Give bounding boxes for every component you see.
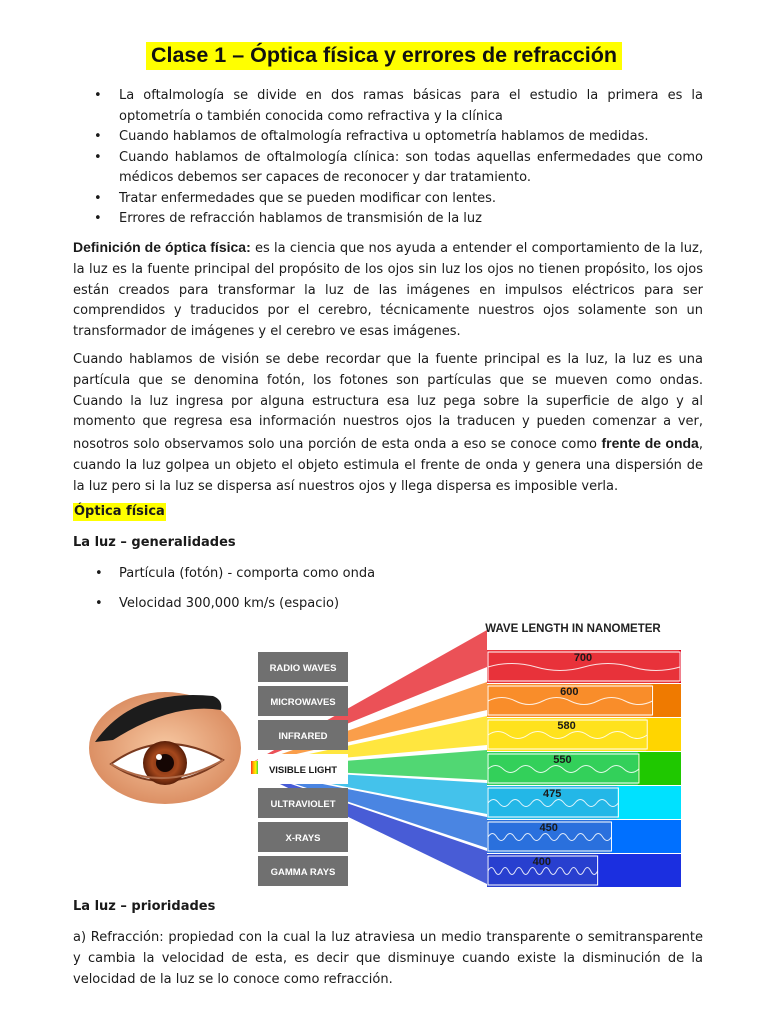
band-edge — [617, 786, 681, 819]
list-item: • Errores de refracción hablamos de transmisión de la luz — [73, 209, 703, 230]
spectrum-figure — [73, 618, 685, 890]
generalidades-heading: La luz – generalidades — [73, 535, 236, 550]
band-edge — [597, 854, 681, 887]
band-value-label: 450 — [539, 822, 558, 834]
band-edge — [610, 820, 681, 853]
spectrum-label: RADIO WAVES — [269, 663, 337, 674]
spectrum-label: GAMMA RAYS — [270, 867, 336, 878]
spectrum-illustration — [73, 618, 685, 890]
list-item: • La oftalmología se divide en dos ramas básicas para el estudio la primera es la optometría o también conocida como refractiva y la clínica — [73, 86, 703, 127]
band-value-label: 400 — [532, 856, 551, 868]
definition-text: es la ciencia que nos ayuda a entender el comportamiento de la luz, la luz es la fuente principal del propósito de los ojos sin luz los ojos no tienen propósito, los ojos están creados para transformar la luz de las imágenes en impulsos eléctricos para ser comprendidos y traducidos por el cerebro, técnicamente nuestros ojos solamente son un transformador de imágenes y el cerebro ve esas imágenes. — [73, 241, 703, 340]
title-container — [0, 42, 768, 70]
spectrum-label: X-RAYS — [285, 833, 321, 844]
figure-title: WAVE LENGTH IN NANOMETER — [485, 623, 661, 635]
definition-paragraph — [73, 237, 703, 343]
band-value-label: 600 — [560, 686, 579, 698]
definition-lead: Definición de óptica física: — [73, 239, 251, 255]
page-title: Clase 1 – Óptica física y errores de refracción — [146, 42, 622, 70]
vision-paragraph — [73, 350, 703, 498]
list-item: • Cuando hablamos de oftalmología refractiva u optometría hablamos de medidas. — [73, 127, 703, 148]
band-edge — [638, 752, 681, 785]
band-value-label: 580 — [557, 720, 576, 732]
vision-text-before: Cuando hablamos de visión se debe recordar que la fuente principal es la luz, la luz es una partícula que se denomina fotón, los fotones son partículas que se mueven como ondas. Cuando la luz ingresa por alguna estructura esa luz pega sobre la superficie de algo y al momento que regresa esa información nuestros ojos la traducen y pueden comenzar a ver, nosotros solo observamos solo una porción de esta onda a eso se conoce como — [73, 352, 703, 453]
generalidades-list — [73, 565, 703, 613]
list-item: • Tratar enfermedades que se pueden modificar con lentes. — [73, 189, 703, 210]
spectrum-label-column — [258, 652, 348, 886]
spectrum-label: ULTRAVIOLET — [270, 799, 336, 810]
band-value-label: 550 — [553, 754, 572, 766]
wavefront-term: frente de onda — [601, 435, 699, 452]
wavelength-bands — [487, 650, 681, 887]
prioridades-paragraph: a) Refracción: propiedad con la cual la luz atraviesa un medio transparente o semitransparente y cambia la velocidad de esta, es decir que disminuye cuando existe la disminución de la velocidad de la luz se lo conoce como refracción. — [73, 930, 703, 987]
list-item: • Velocidad 300,000 km/s (espacio) — [73, 595, 703, 613]
list-item: • Partícula (fotón) - comporta como onda — [73, 565, 703, 583]
vision-text-after: , cuando la luz golpea un objeto el objeto estimula el frente de onda y genera una dispersión de la luz pero si la luz se dispersa así nuestros ojos y llega dispersa es imposible verla. — [73, 437, 703, 494]
prioridades-heading: La luz – prioridades — [73, 899, 216, 914]
band-value-label: 700 — [573, 652, 593, 664]
band-edge — [646, 718, 681, 751]
intro-bullet-list — [73, 86, 703, 230]
list-item: • Cuando hablamos de oftalmología clínica: son todas aquellas enfermedades que como médicos debemos ser capaces de reconocer y dar tratamiento. — [73, 148, 703, 189]
spectrum-label: MICROWAVES — [270, 697, 336, 708]
eye-icon — [89, 692, 241, 804]
band-value-label: 475 — [543, 788, 562, 800]
spectrum-label: INFRARED — [278, 731, 328, 742]
spectrum-label: VISIBLE LIGHT — [268, 765, 338, 776]
section-heading: Óptica física — [74, 504, 165, 519]
band-edge — [652, 684, 681, 717]
